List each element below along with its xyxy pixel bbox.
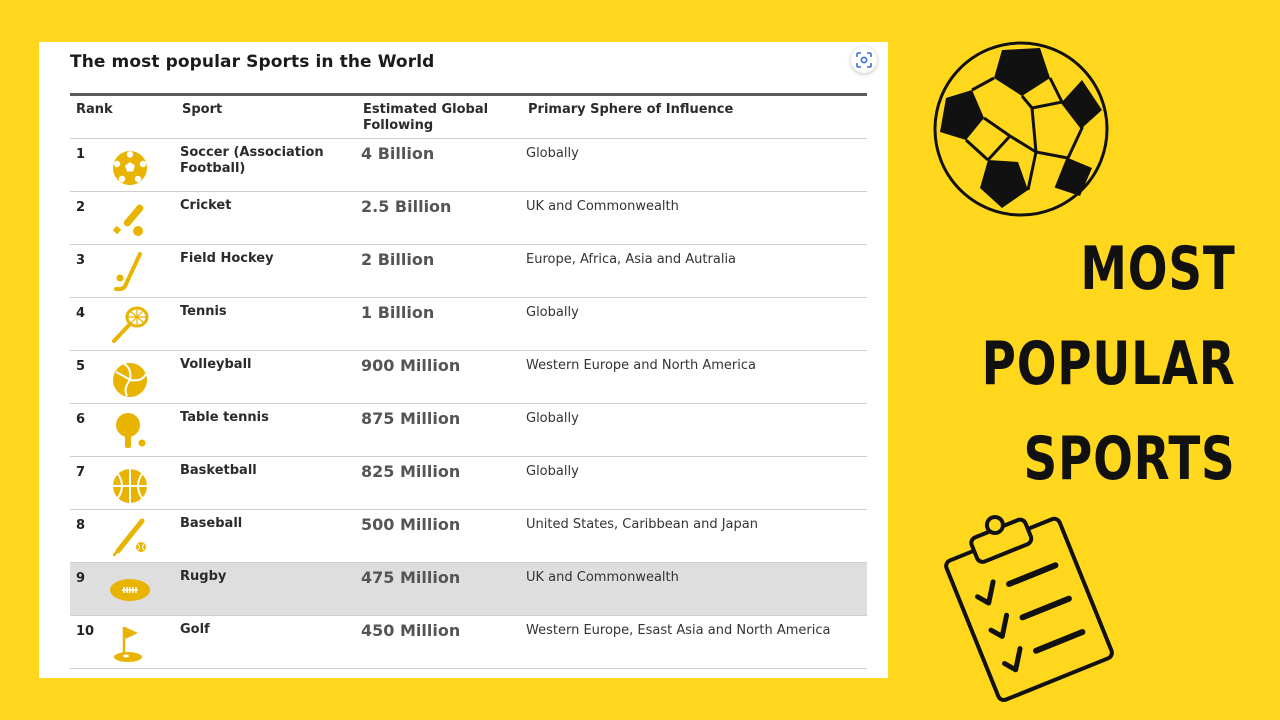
- rank-cell: 9: [76, 571, 86, 586]
- sphere-cell: Globally: [526, 464, 579, 479]
- sports-table-card: [39, 42, 888, 678]
- sphere-cell: Globally: [526, 146, 579, 161]
- tennis-racket-icon: [108, 303, 152, 347]
- baseball-bat-icon: [108, 515, 152, 559]
- sport-cell: Tennis: [180, 304, 227, 319]
- following-cell: 2.5 Billion: [361, 197, 452, 216]
- sphere-cell: Europe, Africa, Asia and Autralia: [526, 252, 737, 267]
- headline-line-1: MOST: [1080, 234, 1236, 304]
- sport-cell: Basketball: [180, 463, 257, 478]
- clipboard-checklist-icon: [938, 506, 1120, 702]
- rank-cell: 2: [76, 200, 86, 215]
- soccer-ball-icon: [108, 144, 152, 188]
- sport-cell: Volleyball: [180, 357, 252, 372]
- following-cell: 1 Billion: [361, 303, 435, 322]
- rugby-ball-icon: [108, 568, 152, 612]
- sports-table: [70, 93, 867, 669]
- following-cell: 900 Million: [361, 356, 461, 375]
- rank-cell: 4: [76, 306, 86, 321]
- rank-cell: 3: [76, 253, 86, 268]
- sphere-cell: Western Europe and North America: [526, 358, 757, 373]
- golf-flag-icon: [108, 621, 152, 665]
- rank-cell: 6: [76, 412, 86, 427]
- following-cell: 2 Billion: [361, 250, 435, 269]
- table-row: [70, 616, 867, 669]
- table-row: [70, 192, 867, 245]
- rank-cell: 7: [76, 465, 86, 480]
- table-row: [70, 510, 867, 563]
- table-row: [70, 139, 867, 192]
- sphere-cell: Western Europe, Esast Asia and North America: [526, 623, 831, 638]
- table-header: [70, 96, 867, 139]
- sphere-cell: Globally: [526, 411, 579, 426]
- sport-cell: Table tennis: [180, 410, 269, 425]
- following-header: Estimated Global Following: [363, 102, 489, 133]
- table-row: [70, 245, 867, 298]
- sport-header: Sport: [182, 102, 223, 117]
- sport-cell: Cricket: [180, 198, 232, 213]
- following-cell: 475 Million: [361, 568, 461, 587]
- following-cell: 875 Million: [361, 409, 461, 428]
- rank-header: Rank: [76, 102, 113, 117]
- table-row: [70, 351, 867, 404]
- table-title: The most popular Sports in the World: [70, 52, 435, 72]
- sport-cell: Baseball: [180, 516, 243, 531]
- headline-line-2: POPULAR: [982, 329, 1236, 399]
- cricket-bat-icon: [108, 197, 152, 241]
- sport-cell: Golf: [180, 622, 210, 637]
- sphere-cell: Globally: [526, 305, 579, 320]
- following-cell: 4 Billion: [361, 144, 435, 163]
- headline: [982, 222, 1236, 507]
- sport-cell: Rugby: [180, 569, 227, 584]
- volleyball-icon: [108, 356, 152, 400]
- sport-cell: Field Hockey: [180, 251, 274, 266]
- basketball-icon: [108, 462, 152, 506]
- visual-search-button[interactable]: [851, 47, 877, 73]
- table-row: [70, 457, 867, 510]
- table-row: [70, 563, 867, 616]
- table-row: [70, 298, 867, 351]
- sphere-cell: United States, Caribbean and Japan: [526, 517, 758, 532]
- following-cell: 450 Million: [361, 621, 461, 640]
- sphere-cell: UK and Commonwealth: [526, 199, 679, 214]
- headline-line-3: SPORTS: [1023, 424, 1236, 494]
- soccer-ball-illustration-icon: [932, 40, 1110, 218]
- sphere-header: Primary Sphere of Influence: [528, 102, 734, 117]
- hockey-stick-icon: [108, 250, 152, 294]
- rank-cell: 5: [76, 359, 86, 374]
- lens-scan-icon: [856, 52, 872, 68]
- following-cell: 500 Million: [361, 515, 461, 534]
- sport-cell: Soccer (Association Football): [180, 145, 324, 176]
- rank-cell: 8: [76, 518, 86, 533]
- ping-pong-paddle-icon: [108, 409, 152, 453]
- rank-cell: 10: [76, 624, 95, 639]
- sphere-cell: UK and Commonwealth: [526, 570, 679, 585]
- table-row: [70, 404, 867, 457]
- rank-cell: 1: [76, 147, 86, 162]
- following-cell: 825 Million: [361, 462, 461, 481]
